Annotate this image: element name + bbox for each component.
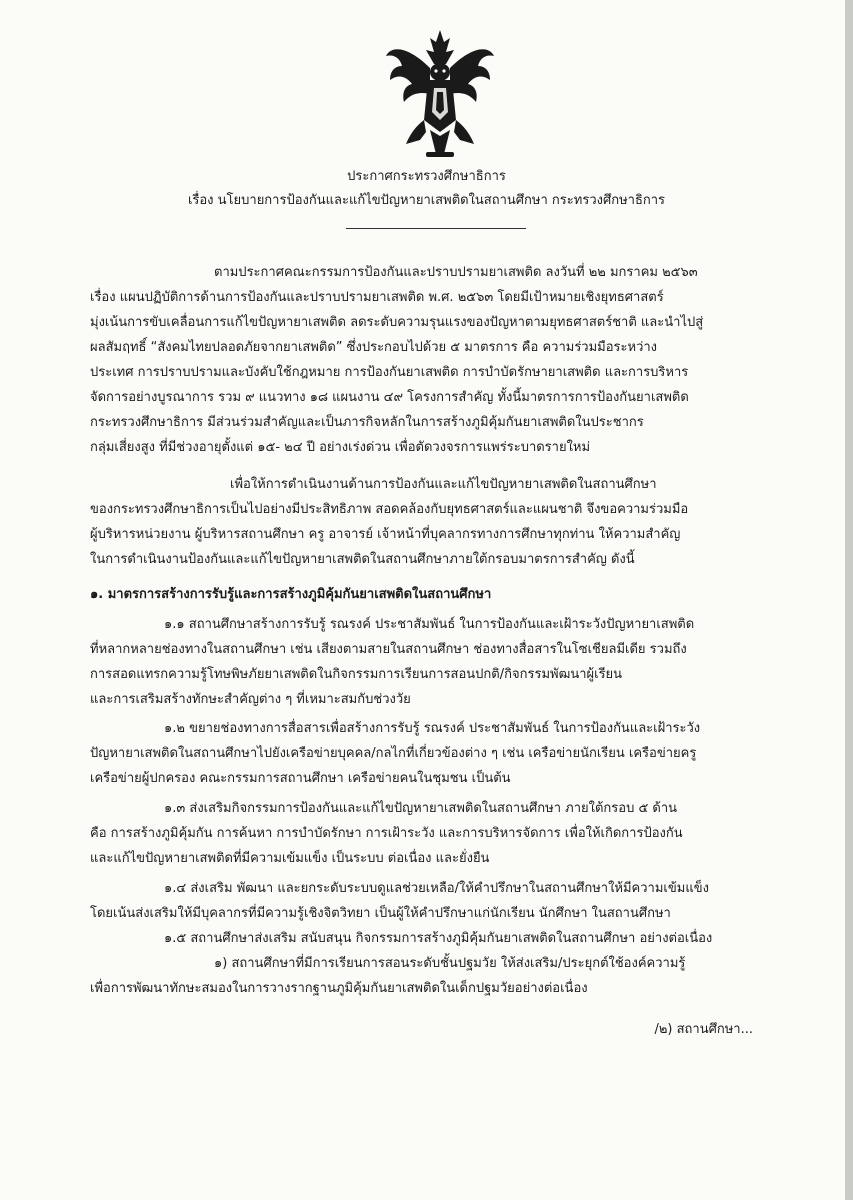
para1-line5: ประเทศ การปราบปรามและบังคับใช้กฎหมาย การป้องกันยาเสพติด การบำบัดรักษายาเสพติด และการบริหาร — [90, 365, 689, 380]
item1-5-line1: ๑.๕ สถานศึกษาส่งเสริม สนับสนุน กิจกรรมการสร้างภูมิคุ้มกันยาเสพติดในสถานศึกษา อย่างต่อเนื่อง — [164, 931, 713, 946]
para2-line1: เพื่อให้การดำเนินงานด้านการป้องกันและแก้ไขปัญหายาเสพติดในสถานศึกษา — [230, 477, 657, 492]
para2-line2: ของกระทรวงศึกษาธิการเป็นไปอย่างมีประสิทธิภาพ สอดคล้องกับยุทธศาสตร์และแผนชาติ จึงขอความร่วมมือ — [90, 502, 689, 517]
item1-3-line1: ๑.๓ ส่งเสริมกิจกรรมการป้องกันและแก้ไขปัญหายาเสพติดในสถานศึกษา ภายใต้กรอบ ๕ ด้าน — [164, 801, 678, 816]
item1-2-line1: ๑.๒ ขยายช่องทางการสื่อสารเพื่อสร้างการรับรู้ รณรงค์ ประชาสัมพันธ์ ในการป้องกันและเฝ้าระวัง — [164, 721, 701, 736]
announcement-title: ประกาศกระทรวงศึกษาธิการ — [347, 169, 506, 184]
item1-1-line3: การสอดแทรกความรู้โทษพิษภัยยาเสพติดในกิจกรรมการเรียนการสอนปกติ/กิจกรรมพัฒนาผู้เรียน — [90, 667, 623, 682]
item1-4-line1: ๑.๔ ส่งเสริม พัฒนา และยกระดับระบบดูแลช่วยเหลือ/ให้คำปรึกษาในสถานศึกษาให้มีความเข้มแข็ง — [164, 881, 709, 896]
item1-4-line2: โดยเน้นส่งเสริมให้มีบุคลากรที่มีความรู้เชิงจิตวิทยา เป็นผู้ให้คำปรึกษาแก่นักเรียน นักศึกษา ในสถานศึกษา — [90, 906, 671, 921]
item1-5-1-line1: ๑) สถานศึกษาที่มีการเรียนการสอนระดับชั้นปฐมวัย ให้ส่งเสริม/ประยุกต์ใช้องค์ความรู้ — [214, 956, 686, 971]
item1-1-line1: ๑.๑ สถานศึกษาสร้างการรับรู้ รณรงค์ ประชาสัมพันธ์ ในการป้องกันและเฝ้าระวังปัญหายาเสพติด — [164, 617, 695, 632]
garuda-emblem-icon — [380, 28, 500, 160]
item1-2-line3: เครือข่ายผู้ปกครอง คณะกรรมการสถานศึกษา เครือข่ายคนในชุมชน เป็นต้น — [90, 771, 511, 786]
para1-line1: ตามประกาศคณะกรรมการป้องกันและปราบปรามยาเสพติด ลงวันที่ ๒๒ มกราคม ๒๕๖๓ — [214, 265, 698, 280]
para2-line4: ในการดำเนินงานป้องกันและแก้ไขปัญหายาเสพติดในสถานศึกษาภายใต้กรอบมาตรการสำคัญ ดังนี้ — [90, 552, 635, 567]
item1-5-1-line2: เพื่อการพัฒนาทักษะสมองในการวางรากฐานภูมิคุ้มกันยาเสพติดในเด็กปฐมวัยอย่างต่อเนื่อง — [90, 981, 588, 996]
para1-line7: กระทรวงศึกษาธิการ มีส่วนร่วมสำคัญและเป็นภารกิจหลักในการสร้างภูมิคุ้มกันยาเสพติดในประชากร — [90, 415, 644, 430]
para1-line4: ผลสัมฤทธิ์ “สังคมไทยปลอดภัยจากยาเสพติด” ซึ่งประกอบไปด้วย ๕ มาตรการ คือ ความร่วมมือระหว่าง — [90, 340, 658, 355]
item1-1-line2: ที่หลากหลายช่องทางในสถานศึกษา เช่น เสียงตามสายในสถานศึกษา ช่องทางสื่อสารในโซเชียลมีเดีย รวมถึง — [90, 642, 687, 657]
para1-line6: จัดการอย่างบูรณาการ รวม ๙ แนวทาง ๑๘ แผนงาน ๔๙ โครงการสำคัญ ทั้งนี้มาตรการการป้องกันยาเสพติด — [90, 390, 689, 405]
title-divider — [346, 228, 526, 229]
para1-line2: เรื่อง แผนปฏิบัติการด้านการป้องกันและปราบปรามยาเสพติด พ.ศ. ๒๕๖๓ โดยมีเป้าหมายเชิงยุทธศาสตร์ — [90, 290, 664, 305]
item1-1-line4: และการเสริมสร้างทักษะสำคัญต่าง ๆ ที่เหมาะสมกับช่วงวัย — [90, 692, 411, 707]
announcement-subject: เรื่อง นโยบายการป้องกันและแก้ไขปัญหายาเสพติดในสถานศึกษา กระทรวงศึกษาธิการ — [187, 193, 666, 208]
section1-heading: ๑. มาตรการสร้างการรับรู้และการสร้างภูมิคุ้มกันยาเสพติดในสถานศึกษา — [90, 587, 492, 602]
item1-3-line2: คือ การสร้างภูมิคุ้มกัน การค้นหา การบำบัดรักษา การเฝ้าระวัง และการบริหารจัดการ เพื่อให้เกิดการป้องกัน — [90, 826, 683, 841]
item1-2-line2: ปัญหายาเสพติดในสถานศึกษาไปยังเครือข่ายบุคคล/กลไกที่เกี่ยวข้องต่าง ๆ เช่น เครือข่ายนักเรียน เครือข่ายครู — [90, 746, 697, 761]
item1-3-line3: และแก้ไขปัญหายาเสพติดที่มีความเข้มแข็ง เป็นระบบ ต่อเนื่อง และยั่งยืน — [90, 851, 490, 866]
para1-line3: มุ่งเน้นการขับเคลื่อนการแก้ไขปัญหายาเสพติด ลดระดับความรุนแรงของปัญหาตามยุทธศาสตร์ชาติ และนำไปสู่ — [90, 315, 704, 330]
para1-line8: กลุ่มเสี่ยงสูง ที่มีช่วงอายุตั้งแต่ ๑๕- ๒๔ ปี อย่างเร่งด่วน เพื่อตัดวงจรการแพร่ระบาดรายใหม่ — [90, 440, 591, 455]
para2-line3: ผู้บริหารหน่วยงาน ผู้บริหารสถานศึกษา ครู อาจารย์ เจ้าหน้าที่บุคลากรทางการศึกษาทุกท่าน ให้ความสำคัญ — [90, 527, 681, 542]
page-continuation: /๒) สถานศึกษา... — [654, 1022, 753, 1037]
